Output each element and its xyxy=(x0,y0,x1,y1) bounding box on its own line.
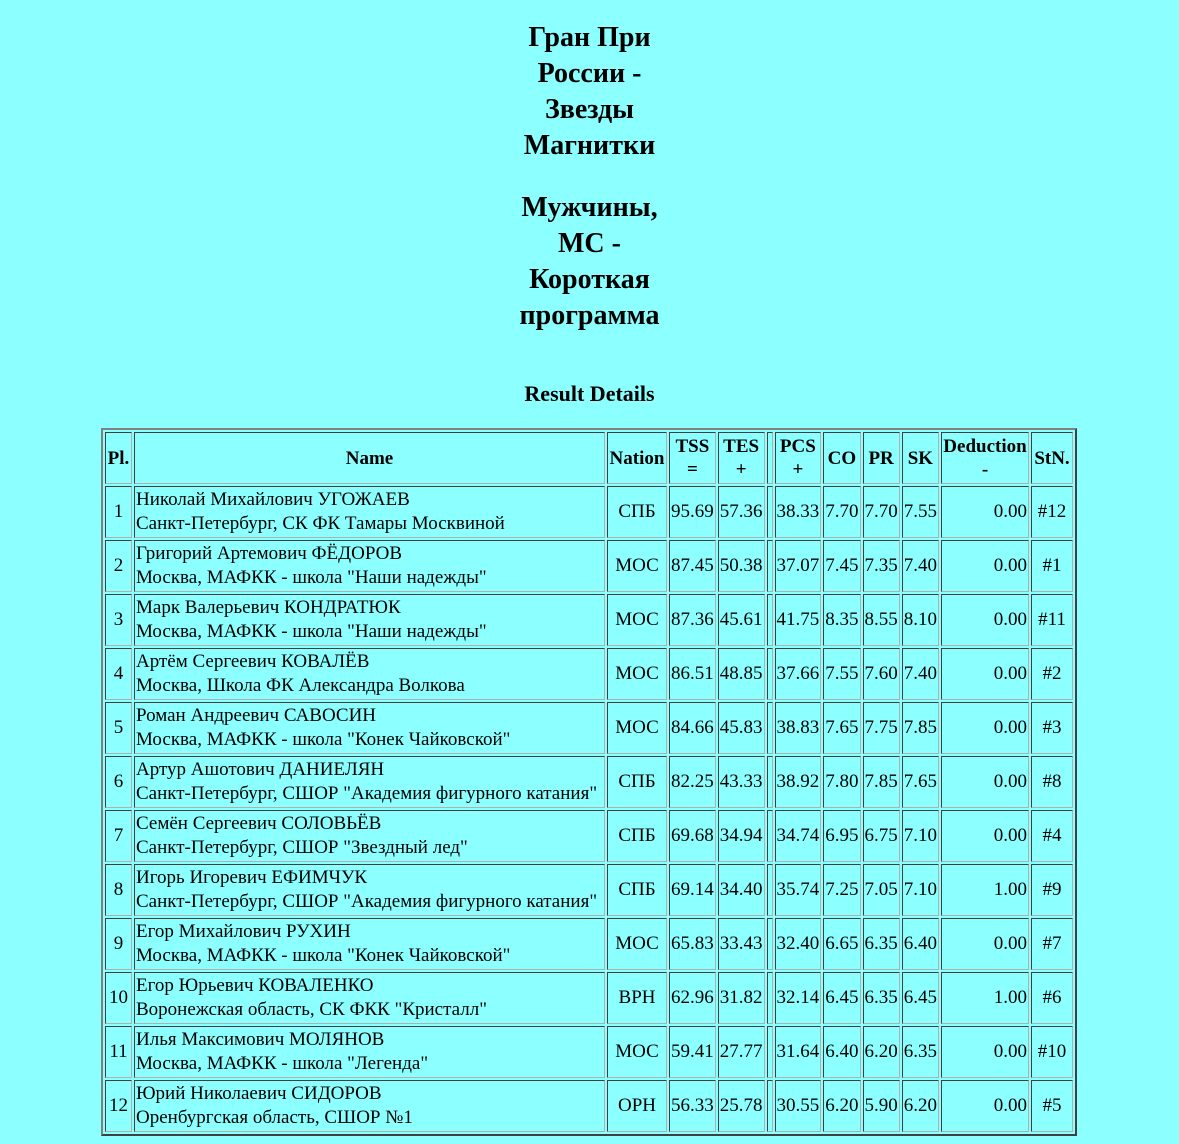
skater-club: Санкт-Петербург, СШОР "Академия фигурного катания" xyxy=(136,891,598,912)
cell-co: 6.40 xyxy=(823,1026,860,1078)
cell-tss: 65.83 xyxy=(669,918,716,970)
cell-co: 8.35 xyxy=(823,594,860,646)
skater-club: Москва, МАФКК - школа "Наши надежды" xyxy=(136,621,487,642)
cell-start-number: #11 xyxy=(1031,594,1073,646)
cell-pr: 8.55 xyxy=(863,594,900,646)
cell-start-number: #8 xyxy=(1031,756,1073,808)
cell-separator xyxy=(767,918,773,970)
cell-name xyxy=(134,486,605,538)
category-title-line: программа xyxy=(519,300,660,331)
cell-place: 3 xyxy=(105,594,132,646)
cell-start-number: #5 xyxy=(1031,1080,1073,1132)
skater-name: Марк Валерьевич КОНДРАТЮК xyxy=(136,597,401,618)
cell-name xyxy=(134,648,605,700)
cell-place: 2 xyxy=(105,540,132,592)
skater-name: Юрий Николаевич СИДОРОВ xyxy=(136,1083,382,1104)
table-row xyxy=(105,864,1073,916)
cell-start-number: #2 xyxy=(1031,648,1073,700)
event-title-line: Звезды xyxy=(544,94,635,125)
skater-name: Николай Михайлович УГОЖАЕВ xyxy=(136,489,410,510)
cell-name xyxy=(134,702,605,754)
cell-pr: 7.85 xyxy=(863,756,900,808)
cell-place: 5 xyxy=(105,702,132,754)
event-title xyxy=(0,0,1179,164)
cell-start-number: #6 xyxy=(1031,972,1073,1024)
section-title: Result Details xyxy=(524,381,655,406)
cell-tes: 31.82 xyxy=(718,972,765,1024)
category-title-line: Мужчины, xyxy=(521,192,658,223)
cell-tes: 48.85 xyxy=(718,648,765,700)
cell-pcs: 30.55 xyxy=(775,1080,822,1132)
skater-club: Москва, МАФКК - школа "Конек Чайковской" xyxy=(136,729,511,750)
cell-deduction: 0.00 xyxy=(941,486,1029,538)
cell-deduction: 0.00 xyxy=(941,756,1029,808)
cell-co: 7.65 xyxy=(823,702,860,754)
cell-tes: 25.78 xyxy=(718,1080,765,1132)
skater-name: Семён Сергеевич СОЛОВЬЁВ xyxy=(136,813,382,834)
cell-co: 7.80 xyxy=(823,756,860,808)
cell-pcs: 34.74 xyxy=(775,810,822,862)
skater-name: Игорь Игоревич ЕФИМЧУК xyxy=(136,867,368,888)
cell-deduction: 0.00 xyxy=(941,1080,1029,1132)
cell-pr: 7.60 xyxy=(863,648,900,700)
cell-nation: МОС xyxy=(607,540,667,592)
skater-name: Егор Михайлович РУХИН xyxy=(136,921,351,942)
cell-tss: 59.41 xyxy=(669,1026,716,1078)
cell-nation: СПБ xyxy=(607,756,667,808)
cell-nation: ВРН xyxy=(607,972,667,1024)
cell-pr: 6.35 xyxy=(863,918,900,970)
cell-nation: МОС xyxy=(607,1026,667,1078)
cell-name xyxy=(134,540,605,592)
cell-nation: МОС xyxy=(607,702,667,754)
cell-name xyxy=(134,756,605,808)
event-title-line: Гран При xyxy=(528,22,651,53)
cell-name xyxy=(134,810,605,862)
skater-name: Григорий Артемович ФЁДОРОВ xyxy=(136,543,403,564)
cell-nation: СПБ xyxy=(607,486,667,538)
cell-place: 8 xyxy=(105,864,132,916)
cell-pcs: 38.33 xyxy=(775,486,822,538)
cell-pr: 7.70 xyxy=(863,486,900,538)
cell-sk: 6.20 xyxy=(902,1080,939,1132)
cell-tss: 62.96 xyxy=(669,972,716,1024)
cell-separator xyxy=(767,1026,773,1078)
event-title-line: России - xyxy=(537,58,642,89)
category-title xyxy=(0,164,1179,334)
cell-nation: МОС xyxy=(607,648,667,700)
header-co: CO xyxy=(823,432,860,484)
header-sk: SK xyxy=(902,432,939,484)
cell-co: 6.45 xyxy=(823,972,860,1024)
cell-place: 1 xyxy=(105,486,132,538)
cell-tss: 82.25 xyxy=(669,756,716,808)
table-row xyxy=(105,486,1073,538)
cell-tes: 45.83 xyxy=(718,702,765,754)
cell-separator xyxy=(767,702,773,754)
cell-nation: ОРН xyxy=(607,1080,667,1132)
cell-sk: 6.35 xyxy=(902,1026,939,1078)
table-header-row xyxy=(105,432,1073,484)
cell-tss: 87.45 xyxy=(669,540,716,592)
cell-separator xyxy=(767,810,773,862)
cell-co: 6.95 xyxy=(823,810,860,862)
header-nation: Nation xyxy=(607,432,667,484)
skater-club: Москва, МАФКК - школа "Конек Чайковской" xyxy=(136,945,511,966)
cell-pr: 5.90 xyxy=(863,1080,900,1132)
cell-place: 4 xyxy=(105,648,132,700)
cell-place: 11 xyxy=(105,1026,132,1078)
cell-start-number: #4 xyxy=(1031,810,1073,862)
cell-pcs: 37.66 xyxy=(775,648,822,700)
skater-club: Воронежская область, СК ФКК "Кристалл" xyxy=(136,999,487,1020)
cell-name xyxy=(134,594,605,646)
cell-name xyxy=(134,918,605,970)
page-header xyxy=(0,0,1179,408)
cell-name xyxy=(134,1026,605,1078)
skater-club: Санкт-Петербург, СШОР "Академия фигурного катания" xyxy=(136,783,598,804)
skater-name: Артур Ашотович ДАНИЕЛЯН xyxy=(136,759,385,780)
cell-tes: 34.40 xyxy=(718,864,765,916)
cell-pcs: 41.75 xyxy=(775,594,822,646)
cell-pr: 7.75 xyxy=(863,702,900,754)
header-start-number: StN. xyxy=(1031,432,1073,484)
cell-sk: 7.65 xyxy=(902,756,939,808)
cell-place: 7 xyxy=(105,810,132,862)
cell-place: 10 xyxy=(105,972,132,1024)
cell-tes: 27.77 xyxy=(718,1026,765,1078)
cell-place: 6 xyxy=(105,756,132,808)
table-row xyxy=(105,702,1073,754)
cell-deduction: 0.00 xyxy=(941,540,1029,592)
header-deduction: Deduction - xyxy=(941,432,1029,484)
cell-name xyxy=(134,1080,605,1132)
cell-pr: 7.35 xyxy=(863,540,900,592)
header-pcs: PCS + xyxy=(775,432,822,484)
cell-tss: 69.68 xyxy=(669,810,716,862)
cell-pr: 6.20 xyxy=(863,1026,900,1078)
cell-tes: 33.43 xyxy=(718,918,765,970)
cell-tss: 87.36 xyxy=(669,594,716,646)
cell-start-number: #3 xyxy=(1031,702,1073,754)
result-rows xyxy=(105,486,1073,1132)
cell-co: 7.25 xyxy=(823,864,860,916)
table-row xyxy=(105,918,1073,970)
cell-deduction: 0.00 xyxy=(941,702,1029,754)
cell-tss: 84.66 xyxy=(669,702,716,754)
cell-sk: 8.10 xyxy=(902,594,939,646)
skater-club: Москва, МАФКК - школа "Легенда" xyxy=(136,1053,429,1074)
header-tes: TES + xyxy=(718,432,765,484)
cell-co: 7.45 xyxy=(823,540,860,592)
cell-name xyxy=(134,972,605,1024)
header-separator xyxy=(767,432,773,484)
cell-tss: 69.14 xyxy=(669,864,716,916)
cell-sk: 7.10 xyxy=(902,810,939,862)
cell-separator xyxy=(767,1080,773,1132)
cell-nation: МОС xyxy=(607,594,667,646)
cell-separator xyxy=(767,648,773,700)
cell-start-number: #10 xyxy=(1031,1026,1073,1078)
skater-name: Роман Андреевич САВОСИН xyxy=(136,705,377,726)
header-pr: PR xyxy=(863,432,900,484)
cell-separator xyxy=(767,540,773,592)
cell-pcs: 38.83 xyxy=(775,702,822,754)
skater-club: Москва, МАФКК - школа "Наши надежды" xyxy=(136,567,487,588)
cell-nation: МОС xyxy=(607,918,667,970)
cell-tss: 56.33 xyxy=(669,1080,716,1132)
category-title-line: МС - xyxy=(558,228,621,259)
cell-tes: 34.94 xyxy=(718,810,765,862)
cell-tss: 86.51 xyxy=(669,648,716,700)
cell-pr: 7.05 xyxy=(863,864,900,916)
cell-start-number: #7 xyxy=(1031,918,1073,970)
cell-deduction: 0.00 xyxy=(941,594,1029,646)
cell-pr: 6.75 xyxy=(863,810,900,862)
cell-nation: СПБ xyxy=(607,864,667,916)
cell-start-number: #12 xyxy=(1031,486,1073,538)
cell-deduction: 0.00 xyxy=(941,1026,1029,1078)
cell-separator xyxy=(767,756,773,808)
cell-start-number: #1 xyxy=(1031,540,1073,592)
cell-separator xyxy=(767,972,773,1024)
event-title-line: Магнитки xyxy=(523,130,656,161)
cell-tes: 50.38 xyxy=(718,540,765,592)
cell-place: 12 xyxy=(105,1080,132,1132)
table-row xyxy=(105,756,1073,808)
skater-name: Илья Максимович МОЛЯНОВ xyxy=(136,1029,385,1050)
cell-pcs: 35.74 xyxy=(775,864,822,916)
cell-deduction: 1.00 xyxy=(941,972,1029,1024)
table-row xyxy=(105,594,1073,646)
cell-tes: 43.33 xyxy=(718,756,765,808)
cell-sk: 7.55 xyxy=(902,486,939,538)
result-details-table xyxy=(101,428,1077,1136)
cell-start-number: #9 xyxy=(1031,864,1073,916)
header-place: Pl. xyxy=(105,432,132,484)
cell-co: 6.65 xyxy=(823,918,860,970)
skater-club: Оренбургская область, СШОР №1 xyxy=(136,1107,413,1128)
table-row xyxy=(105,972,1073,1024)
cell-sk: 6.40 xyxy=(902,918,939,970)
cell-deduction: 1.00 xyxy=(941,864,1029,916)
cell-deduction: 0.00 xyxy=(941,918,1029,970)
cell-name xyxy=(134,864,605,916)
cell-pcs: 38.92 xyxy=(775,756,822,808)
table-row xyxy=(105,1080,1073,1132)
cell-deduction: 0.00 xyxy=(941,648,1029,700)
cell-tes: 45.61 xyxy=(718,594,765,646)
cell-pcs: 32.14 xyxy=(775,972,822,1024)
table-row xyxy=(105,1026,1073,1078)
cell-pcs: 31.64 xyxy=(775,1026,822,1078)
header-tss: TSS = xyxy=(669,432,716,484)
cell-separator xyxy=(767,594,773,646)
category-title-line: Короткая xyxy=(529,264,650,295)
cell-co: 7.70 xyxy=(823,486,860,538)
skater-name: Артём Сергеевич КОВАЛЁВ xyxy=(136,651,370,672)
cell-tes: 57.36 xyxy=(718,486,765,538)
skater-club: Санкт-Петербург, СК ФК Тамары Москвиной xyxy=(136,513,505,534)
cell-place: 9 xyxy=(105,918,132,970)
table-row xyxy=(105,648,1073,700)
skater-club: Москва, Школа ФК Александра Волкова xyxy=(136,675,465,696)
cell-sk: 7.85 xyxy=(902,702,939,754)
cell-sk: 7.40 xyxy=(902,648,939,700)
cell-co: 6.20 xyxy=(823,1080,860,1132)
cell-pcs: 32.40 xyxy=(775,918,822,970)
cell-tss: 95.69 xyxy=(669,486,716,538)
table-row xyxy=(105,810,1073,862)
cell-separator xyxy=(767,864,773,916)
table-row xyxy=(105,540,1073,592)
skater-club: Санкт-Петербург, СШОР "Звездный лед" xyxy=(136,837,468,858)
skater-name: Егор Юрьевич КОВАЛЕНКО xyxy=(136,975,374,996)
cell-pr: 6.35 xyxy=(863,972,900,1024)
cell-separator xyxy=(767,486,773,538)
header-name: Name xyxy=(134,432,605,484)
cell-co: 7.55 xyxy=(823,648,860,700)
cell-sk: 6.45 xyxy=(902,972,939,1024)
cell-pcs: 37.07 xyxy=(775,540,822,592)
cell-sk: 7.10 xyxy=(902,864,939,916)
cell-deduction: 0.00 xyxy=(941,810,1029,862)
cell-nation: СПБ xyxy=(607,810,667,862)
cell-sk: 7.40 xyxy=(902,540,939,592)
